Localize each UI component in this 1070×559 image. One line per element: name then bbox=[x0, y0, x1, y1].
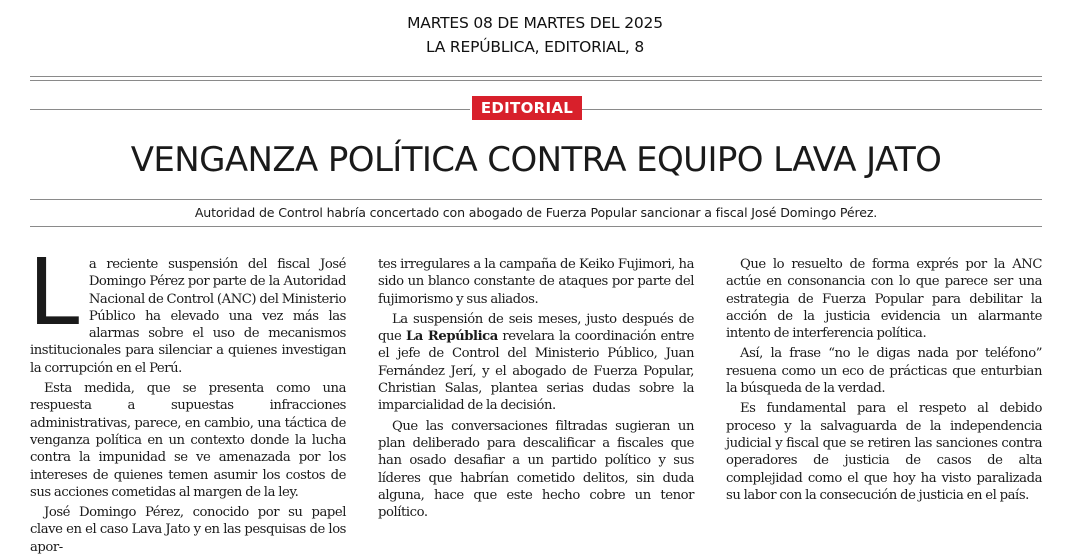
divider-section-left bbox=[30, 109, 470, 110]
paragraph: Es fundamental para el respeto al debido proceso y la salvaguarda de la independencia judicial y fiscal que se retiren las sanciones contra operadores de justicia de casos de alta complejidad como el que hoy ha visto paralizada su labor con la consecución de justicia en el país. bbox=[726, 401, 1042, 503]
divider-section-right bbox=[582, 109, 1042, 110]
article-column-1 bbox=[28, 239, 346, 559]
paragraph-text: a reciente suspensión del fiscal José Domingo Pérez por parte de la Autoridad Nacional de Control (ANC) del Ministerio Público ha elevado una vez más las alarmas sobre el uso de mecanismos institucionales para silenciar a quienes investigan la corrupción en el Perú. bbox=[30, 257, 346, 376]
article-column-3 bbox=[726, 256, 1042, 507]
paragraph bbox=[28, 239, 346, 377]
paragraph-text: revelara la coordinación entre el jefe de Control del Ministerio Público, Juan Fernández Jerí, y el abogado de Fuerza Popular, Christian Salas, plantea serias dudas sobre la imparcialidad de la decisión. bbox=[378, 329, 694, 414]
paragraph: Que lo resuelto de forma exprés por la ANC actúe en consonancia con lo que parece ser una estrategia de Fuerza Popular para debilitar la acción de la justicia evidencia un alarmante intento de interferencia política. bbox=[726, 257, 1042, 342]
newspaper-name: La República bbox=[405, 329, 498, 345]
drop-cap: L bbox=[28, 239, 79, 346]
article-column-2 bbox=[378, 256, 694, 524]
paragraph bbox=[378, 311, 694, 415]
divider-headline bbox=[30, 199, 1042, 200]
divider-subheadline bbox=[30, 226, 1042, 227]
paragraph: Así, la frase “no le digas nada por teléfono” resuena como un eco de prácticas que enturbian la búsqueda de la verdad. bbox=[726, 346, 1042, 397]
paragraph-text: La suspensión de seis meses, justo después de que bbox=[378, 311, 694, 345]
source-line: LA REPÚBLICA, EDITORIAL, 8 bbox=[426, 38, 644, 56]
divider-top bbox=[30, 76, 1042, 77]
divider-top-double bbox=[30, 80, 1042, 81]
paragraph: José Domingo Pérez, conocido por su papel clave en el caso Lava Jato y en las pesquisas de los apor- bbox=[30, 505, 346, 555]
paragraph: Que las conversaciones filtradas sugieran un plan deliberado para descalificar a fiscales que han osado desafiar a un partido político y sus líderes que habrían cometido delitos, sin duda alguna, hace que este hecho cobre un tenor político. bbox=[378, 418, 694, 521]
paragraph: tes irregulares a la campaña de Keiko Fujimori, ha sido un blanco constante de ataques por parte del fujimorismo y sus aliados. bbox=[378, 257, 694, 307]
headline: VENGANZA POLÍTICA CONTRA EQUIPO LAVA JATO bbox=[130, 140, 942, 180]
paragraph: Esta medida, que se presenta como una respuesta a supuestas infracciones administrativas, parece, en cambio, una táctica de venganza política en un contexto donde la lucha contra la impunidad se ve amenazada por los intereses de quienes temen asumir los costos de sus acciones cometidas al margen de la ley. bbox=[30, 381, 346, 500]
dateline: MARTES 08 DE MARTES DEL 2025 bbox=[407, 14, 663, 32]
section-badge: EDITORIAL bbox=[472, 96, 582, 120]
subheadline: Autoridad de Control habría concertado con abogado de Fuerza Popular sancionar a fiscal José Domingo Pérez. bbox=[194, 205, 878, 220]
